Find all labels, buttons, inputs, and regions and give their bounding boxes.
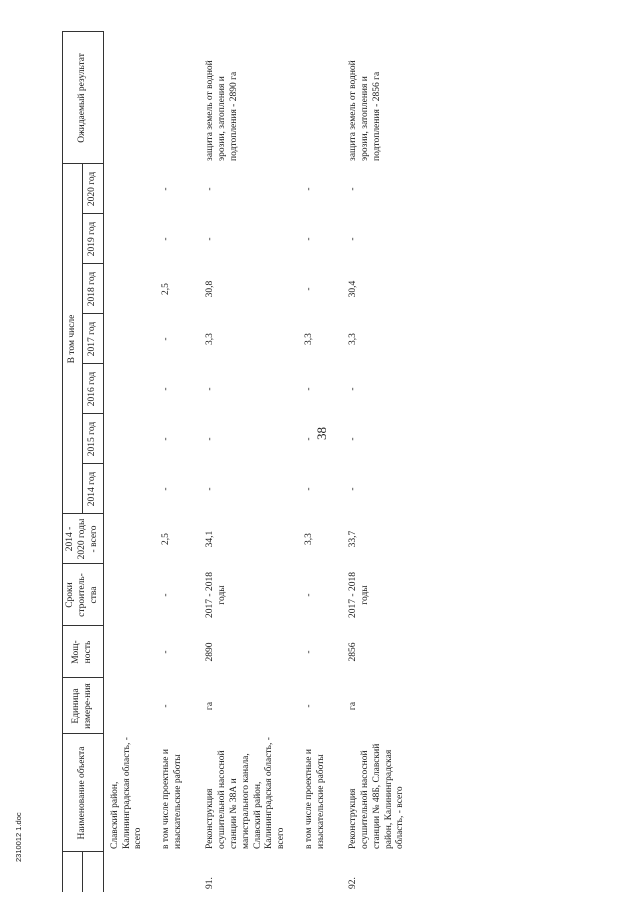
row-year-2014: - <box>304 487 315 491</box>
row-number: 91. <box>205 877 215 889</box>
table-body <box>103 32 409 892</box>
row-terms: 2017 - 2018 годы <box>347 572 370 618</box>
header-in-that: В том числе <box>63 164 83 514</box>
row-total <box>103 514 147 564</box>
row-total: 3,3 <box>304 533 315 545</box>
row-year-2016 <box>103 364 147 414</box>
row-number <box>147 852 187 892</box>
row-year-2017 <box>103 314 147 364</box>
rotated-table-wrapper <box>62 32 612 892</box>
row-year-2020 <box>103 164 147 214</box>
row-year-2018: - <box>304 287 315 291</box>
row-year-2014 <box>103 464 147 514</box>
row-year-2015: - <box>347 437 358 441</box>
header-number-lower <box>83 852 103 892</box>
row-year-2020: - <box>304 187 315 191</box>
row-year-2019: - <box>205 237 215 241</box>
header-capacity: Мощ-ность <box>63 626 104 678</box>
table-row <box>330 32 409 892</box>
row-name: Славский район, Калининградская область, - всего <box>109 737 144 849</box>
header-year-2020: 2020 год <box>83 164 103 214</box>
row-year-2015: - <box>304 437 315 441</box>
page-number: 38 <box>314 427 329 440</box>
row-year-2017: 3,3 <box>347 333 358 345</box>
row-year-2018: 30,4 <box>347 280 358 298</box>
header-year-2018: 2018 год <box>83 264 103 314</box>
row-result <box>147 32 187 164</box>
row-year-2018 <box>103 264 147 314</box>
footer-doc-code: 2310012 1.doc <box>14 812 23 862</box>
header-unit: Единица измере-ния <box>63 678 104 734</box>
row-year-2019: - <box>161 237 172 241</box>
row-year-2020: - <box>205 187 215 191</box>
header-number <box>63 852 83 892</box>
table-row <box>187 32 290 892</box>
header-total: 2014 - 2020 годы - всего <box>63 514 104 564</box>
row-year-2019 <box>103 214 147 264</box>
row-result: защита земель от водной эрозии, затопления и подтопления - 2856 га <box>347 60 382 161</box>
row-capacity: 2890 <box>205 642 215 662</box>
row-terms: - <box>304 593 315 597</box>
header-year-2017: 2017 год <box>83 314 103 364</box>
row-year-2015: - <box>161 437 172 441</box>
row-capacity: - <box>304 650 315 654</box>
row-capacity <box>103 626 147 678</box>
header-result: Ожидаемый результат <box>63 32 104 164</box>
objects-table <box>62 31 409 892</box>
row-number: 92. <box>347 877 358 889</box>
row-number <box>103 852 147 892</box>
row-name: в том числе проектные и изыскательские работы <box>161 749 184 849</box>
row-year-2015: - <box>205 437 215 441</box>
row-capacity: - <box>161 650 172 654</box>
row-unit <box>103 678 147 734</box>
row-result: защита земель от водной эрозии, затопления и подтопления - 2890 га <box>205 60 239 161</box>
row-year-2018: 2,5 <box>161 283 172 295</box>
row-total: 34,1 <box>205 530 215 548</box>
row-total: 2,5 <box>161 533 172 545</box>
row-capacity: 2856 <box>347 642 358 662</box>
row-year-2017: 3,3 <box>304 333 315 345</box>
row-total: 33,7 <box>347 530 358 548</box>
row-year-2014: - <box>347 487 358 491</box>
table-row <box>103 32 147 892</box>
row-unit: - <box>161 704 172 708</box>
row-year-2016: - <box>304 387 315 391</box>
row-name: Реконструкция осушительной насосной станции № 38А и магистрального канала, Славский район, Калининградская область, - всего <box>205 737 287 849</box>
row-result <box>290 32 330 164</box>
row-year-2014: - <box>205 487 215 491</box>
header-year-2015: 2015 год <box>83 414 103 464</box>
row-terms: - <box>161 593 172 597</box>
row-result <box>103 32 147 164</box>
row-year-2019: - <box>347 237 358 241</box>
table-row <box>147 32 187 892</box>
header-name: Наименование объекта <box>63 734 104 852</box>
header-year-2014: 2014 год <box>83 464 103 514</box>
row-name: Реконструкция осушительной насосной станции № 48Б, Славский район, Калининградская область, - всего <box>347 743 406 849</box>
row-year-2017: 3,3 <box>205 333 215 345</box>
row-year-2019: - <box>304 237 315 241</box>
row-year-2017: - <box>161 337 172 341</box>
row-year-2015 <box>103 414 147 464</box>
row-year-2018: 30,8 <box>205 280 215 298</box>
row-terms <box>103 564 147 626</box>
row-year-2016: - <box>161 387 172 391</box>
row-number <box>290 852 330 892</box>
header-terms: Сроки строитель-ства <box>63 564 104 626</box>
header-year-2019: 2019 год <box>83 214 103 264</box>
row-terms: 2017 - 2018 годы <box>205 572 227 618</box>
header-year-2016: 2016 год <box>83 364 103 414</box>
row-unit: га <box>347 701 358 711</box>
row-year-2020: - <box>347 187 358 191</box>
row-unit: га <box>205 701 215 711</box>
row-year-2016: - <box>347 387 358 391</box>
row-year-2014: - <box>161 487 172 491</box>
row-year-2020: - <box>161 187 172 191</box>
row-unit: - <box>304 704 315 708</box>
row-year-2016: - <box>205 387 215 391</box>
table-header <box>63 32 104 892</box>
table-row <box>290 32 330 892</box>
row-name: в том числе проектные и изыскательские работы <box>304 749 326 849</box>
